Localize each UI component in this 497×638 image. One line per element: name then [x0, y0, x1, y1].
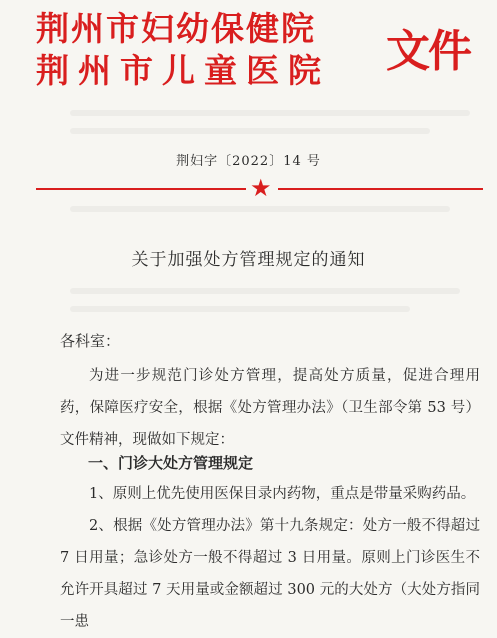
bleed-through-texture	[70, 288, 460, 294]
intro-paragraph: 为进一步规范门诊处方管理，提高处方质量，促进合理用药，保障医疗安全，根据《处方管理办法》（卫生部令第 53 号）文件精神，现做如下规定：	[60, 368, 480, 448]
item-2-paragraph: 2、根据《处方管理办法》第十九条规定：处方一般不得超过 7 日用量；急诊处方一般不得超过 3 日用量。原则上门诊医生不允许开具超过 7 天用量或金额超过 300 元的大处方（大处方指同一患	[60, 518, 480, 630]
bleed-through-texture	[70, 128, 430, 134]
document-number: 荆妇字〔2022〕14 号	[176, 154, 321, 169]
bleed-through-texture	[70, 206, 450, 212]
issuer-name-line-2: 荆州市儿童医院	[36, 51, 330, 90]
notice-title: 关于加强处方管理规定的通知	[131, 250, 366, 270]
red-divider-left	[36, 188, 246, 190]
section-heading-1: 一、门诊大处方管理规定	[88, 454, 254, 472]
letterhead	[36, 10, 476, 94]
bleed-through-texture	[70, 110, 470, 116]
document-label: 文件	[386, 26, 470, 77]
item-1-paragraph: 1、原则上优先使用医保目录内药物，重点是带量采购药品。	[89, 486, 476, 502]
red-star-icon: ★	[250, 174, 272, 202]
issuer-name-line-1: 荆州市妇幼保健院	[36, 9, 316, 48]
bleed-through-texture	[70, 306, 410, 312]
salutation: 各科室：	[60, 332, 121, 350]
red-divider-right	[278, 188, 483, 190]
